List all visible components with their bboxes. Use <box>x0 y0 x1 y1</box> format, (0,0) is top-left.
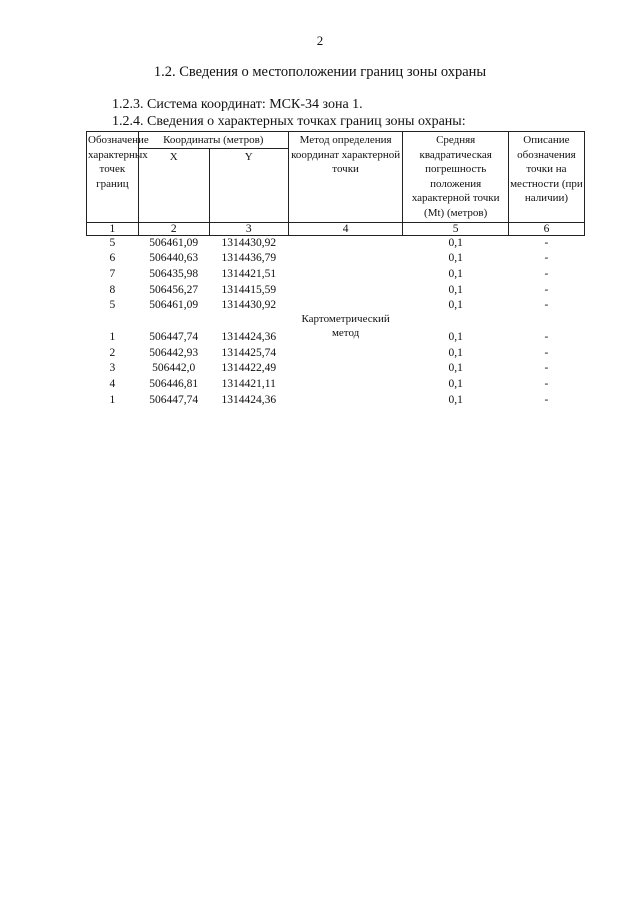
header-description: Описание обозначения точки на местности (при наличии) <box>508 132 584 223</box>
cell-error: 0,1 <box>448 267 463 280</box>
cell-x: 506440,63 <box>149 252 199 265</box>
column-number: 6 <box>508 222 584 235</box>
header-method: Метод определения координат характерной точки <box>288 132 403 223</box>
cell-error: 0,1 <box>448 299 463 312</box>
cell-x: 506461,09 <box>149 299 199 312</box>
cell-y: 1314425,74 <box>221 346 277 359</box>
cell-error: 0,1 <box>448 236 463 249</box>
cell-y: 1314430,92 <box>221 299 277 312</box>
cell-description: - <box>544 283 549 296</box>
cell-error: 0,1 <box>448 393 463 406</box>
cell-method: Картометрический метод <box>301 313 390 340</box>
cell-error: 0,1 <box>448 252 463 265</box>
cell-point: 2 <box>109 346 116 359</box>
cell-description: - <box>544 362 549 375</box>
header-y: Y <box>209 148 288 222</box>
coordinate-system-line: 1.2.3. Система координат: МСК-34 зона 1. <box>112 97 363 112</box>
cell-error: 0,1 <box>448 362 463 375</box>
cell-x: 506461,09 <box>149 236 199 249</box>
cell-description: - <box>544 252 549 265</box>
cell-point: 5 <box>109 299 116 312</box>
cell-point: 7 <box>109 267 116 280</box>
cell-description: - <box>544 378 549 391</box>
cell-point: 1 <box>109 331 116 344</box>
cell-description: - <box>544 331 549 344</box>
cell-description: - <box>544 267 549 280</box>
section-heading: 1.2. Сведения о местоположении границ зоны охраны <box>153 64 487 80</box>
cell-x: 506442,93 <box>149 346 199 359</box>
cell-y: 1314415,59 <box>221 283 277 296</box>
points-heading-line: 1.2.4. Сведения о характерных точках границ зоны охраны: <box>112 114 466 129</box>
cell-point: 5 <box>109 236 116 249</box>
cell-point: 4 <box>109 378 116 391</box>
header-designation: Обозначение характерных точек границ <box>87 132 139 223</box>
cell-description: - <box>544 393 549 406</box>
cell-y: 1314424,36 <box>221 393 277 406</box>
table-row <box>87 235 585 251</box>
cell-x: 506447,74 <box>149 393 199 406</box>
cell-point: 6 <box>109 252 116 265</box>
cell-x: 506456,27 <box>149 283 199 296</box>
header-coordinates: Координаты (метров) <box>138 132 288 149</box>
points-table <box>86 131 585 409</box>
cell-x: 506442,0 <box>152 362 196 375</box>
cell-y: 1314436,79 <box>221 252 277 265</box>
page-number: 2 <box>316 33 324 48</box>
cell-y: 1314421,11 <box>221 378 276 391</box>
cell-error: 0,1 <box>448 378 463 391</box>
cell-error: 0,1 <box>448 346 463 359</box>
cell-description: - <box>544 236 549 249</box>
cell-point: 1 <box>109 393 116 406</box>
cell-y: 1314421,51 <box>221 267 277 280</box>
cell-x: 506435,98 <box>149 267 199 280</box>
cell-error: 0,1 <box>448 331 463 344</box>
cell-y: 1314430,92 <box>221 236 277 249</box>
column-number: 4 <box>288 222 403 235</box>
header-x: X <box>138 148 209 222</box>
cell-description: - <box>544 299 549 312</box>
column-number: 5 <box>403 222 508 235</box>
cell-y: 1314424,36 <box>221 331 277 344</box>
cell-description: - <box>544 346 549 359</box>
cell-error: 0,1 <box>448 283 463 296</box>
points-table-container <box>86 131 585 409</box>
column-number: 2 <box>138 222 209 235</box>
cell-point: 8 <box>109 283 116 296</box>
column-number: 3 <box>209 222 288 235</box>
header-error: Средняя квадратическая погрешность положения характерной точки (Mt) (метров) <box>403 132 508 223</box>
cell-x: 506446,81 <box>149 378 199 391</box>
cell-x: 506447,74 <box>149 331 199 344</box>
cell-point: 3 <box>109 362 116 375</box>
column-number: 1 <box>87 222 139 235</box>
column-number-row <box>87 222 585 235</box>
cell-y: 1314422,49 <box>221 362 277 375</box>
points-table-body <box>87 235 585 409</box>
